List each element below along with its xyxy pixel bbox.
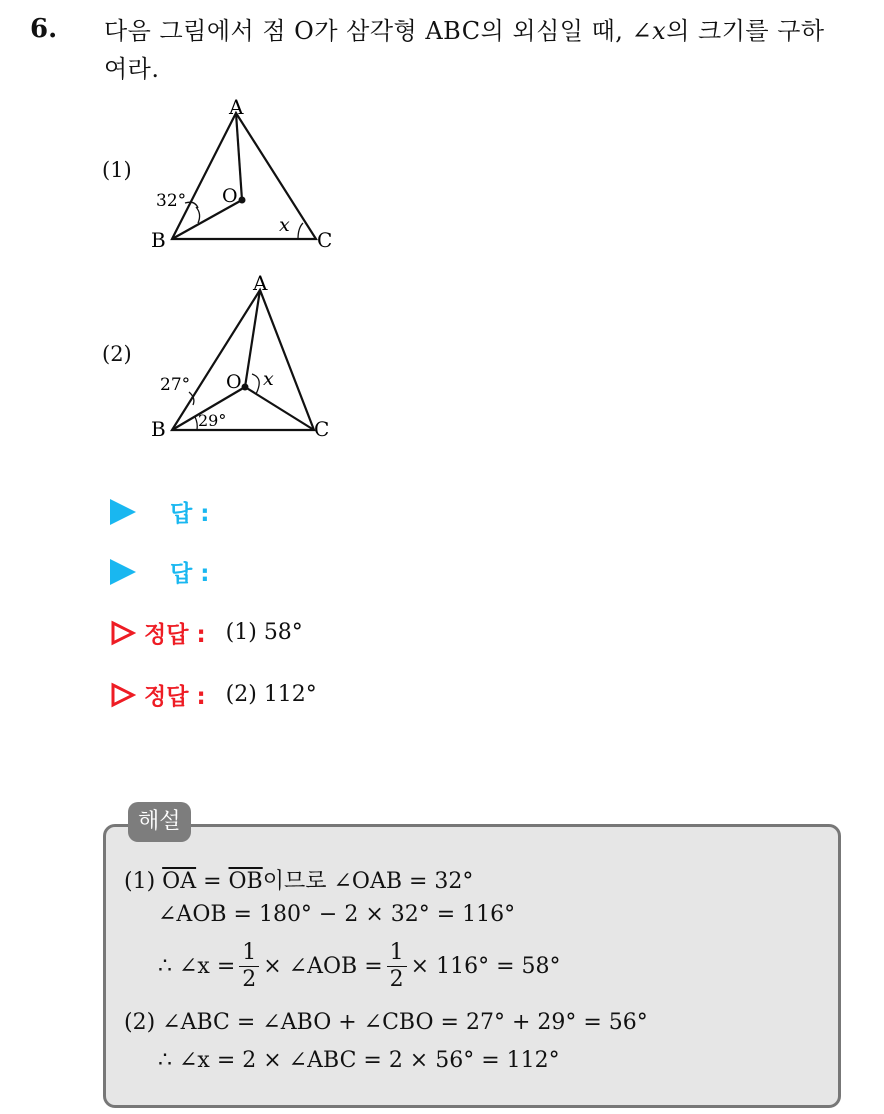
solution-line-1 — [124, 864, 473, 895]
angle-b-bottom-value: 29° — [198, 411, 227, 430]
fraction-one-half — [387, 940, 407, 993]
play-triangle-icon — [110, 499, 136, 525]
vertex-b-label: B — [151, 228, 166, 252]
correct-answer-label: 정답 : — [144, 684, 206, 710]
angle-x-symbol: ∠x — [631, 17, 667, 45]
point-o — [242, 384, 249, 391]
solution-l3-b: × ∠AOB = — [263, 954, 383, 979]
angle-x-label: x — [263, 368, 274, 390]
play-triangle-icon — [110, 559, 136, 585]
correct-answer-label: 정답 : — [144, 622, 206, 648]
angle-arc-b — [196, 207, 200, 223]
solution-line-2: ∠AOB = 180° − 2 × 32° = 116° — [158, 902, 516, 927]
solution-l1-eq: = — [196, 869, 229, 894]
figure-2-label: (2) — [102, 342, 132, 366]
solution-line-5: ∴ ∠x = 2 × ∠ABC = 2 × 56° = 112° — [158, 1048, 560, 1073]
solution-l3-c: × 116° = 58° — [410, 954, 561, 979]
denominator: 2 — [389, 967, 404, 992]
figure-2-triangle — [140, 270, 360, 450]
segment-oa-overline: $\overline{OA}$ — [162, 869, 197, 894]
question-number: 6. — [30, 14, 58, 44]
solution-l1-prefix: (1) — [124, 869, 163, 894]
solution-tag: 해설 — [128, 802, 191, 842]
solution-l1-rest: 이므로 ∠OAB = 32° — [262, 869, 474, 894]
vertex-c-label: C — [314, 417, 330, 441]
answer-label: 답 : — [170, 501, 210, 527]
denominator: 2 — [242, 967, 257, 992]
point-o — [239, 197, 246, 204]
triangle-abc — [172, 113, 316, 239]
outline-triangle-icon — [110, 620, 136, 646]
answer-row-1 — [110, 495, 209, 528]
correct-answer-value: (2) 112° — [225, 682, 317, 707]
correct-answer-value: (1) 58° — [225, 620, 303, 645]
correct-answer-row-1 — [110, 616, 303, 649]
numerator: 1 — [239, 940, 259, 967]
vertex-a-label: A — [229, 95, 244, 119]
vertex-o-label: O — [222, 185, 238, 207]
angle-arc-c — [298, 223, 303, 239]
solution-line-3 — [158, 940, 561, 993]
numerator: 1 — [387, 940, 407, 967]
figure-1-triangle — [140, 92, 360, 262]
segment-ob-overline: $\overline{OB}$ — [228, 869, 263, 894]
fraction-one-half — [239, 940, 259, 993]
figure-1-label: (1) — [102, 158, 132, 182]
triangle-abc — [172, 290, 314, 430]
question-text-line1a: 다음 그림에서 점 O가 삼각형 ABC의 외심일 때, — [104, 17, 632, 45]
answer-row-2 — [110, 555, 209, 588]
solution-l3-a: ∴ ∠x = — [158, 954, 236, 979]
segment-oa — [245, 290, 260, 387]
solution-line-4: (2) ∠ABC = ∠ABO + ∠CBO = 27° + 29° = 56° — [124, 1010, 648, 1035]
segment-oc — [245, 387, 314, 430]
vertex-c-label: C — [317, 228, 333, 252]
outline-triangle-icon — [110, 682, 136, 708]
angle-arc-b-bottom — [195, 417, 197, 430]
question-text — [104, 12, 874, 88]
angle-b-value: 32° — [156, 191, 187, 211]
angle-b-top-value: 27° — [160, 375, 191, 395]
vertex-o-label: O — [226, 371, 242, 393]
vertex-a-label: A — [253, 271, 268, 295]
correct-answer-row-2 — [110, 678, 317, 711]
angle-x-label: x — [279, 214, 290, 236]
question-text-line2: 여라. — [104, 55, 160, 83]
vertex-b-label: B — [151, 417, 166, 441]
answer-label: 답 : — [170, 561, 210, 587]
question-text-line1b: 의 크기를 구하 — [666, 17, 825, 45]
